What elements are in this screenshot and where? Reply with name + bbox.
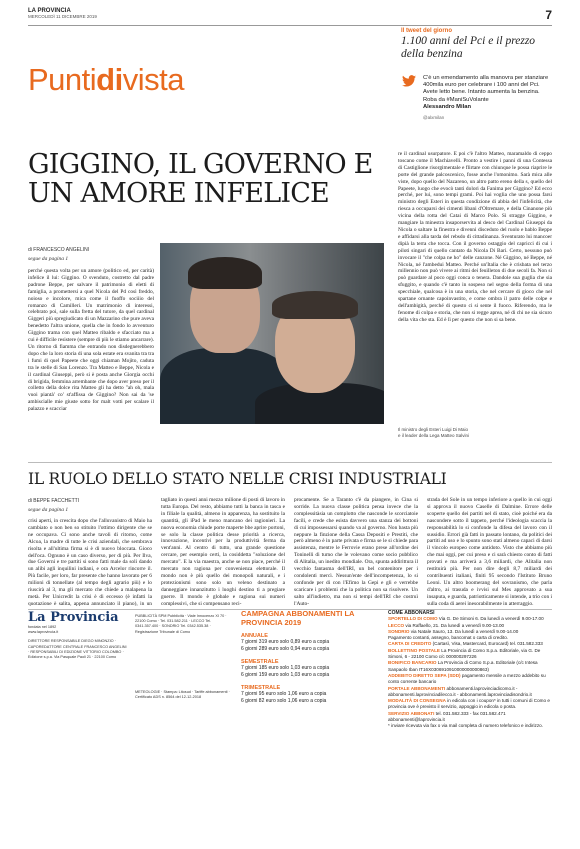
photo-caption-b: e il leader della Lega Matteo Salvini: [398, 433, 470, 438]
article2-col4: strada del Sole in un tempo inferiore a quello in cui oggi si approva il nuovo Caselle di Dalmine. Errore delle scoperte quello dei partiti nel di stato, cioè poiché era da nascondere sotto il tappeto, perché l'ideologia scaccia la responsabilità lo si confonde la difesa del lavoro con il sussidio. Errori già fatti in passato lontano, da politici dei partiti ad uso e lo spunto sono stati almeno capaci di darsi il vincolo europeo come antidoto. Visto che abbiamo più che mai oggi, per cui preso e ci sarà chiesto conto di fatti provati e ma arriverà a 3,6 miliardi, che Alitalia non restituirà più. Per non dire degli 8,7 miliardi dei contribuenti italiani, finiti 95 secondo l'Istituto Bruno Leoni. Un altro boomerang del sovranismo, che parla d'altro, ai trasuda e ivvisi sul Mes approvato a sua insaputa, e guarda, patriotticamente si intende, a trio con i sulla coda di aerei inesorabilmente in atterraggio.: [427, 497, 552, 606]
article2-col3: procamente. Se a Taranto c'è da piangere, in Cina si sorride. La nuova classe politica pensa invece che la complessitàsia un complotto che nasconde le scorciatoie facili, e crede che esista davvero una stanza dei bottoni di cui impossessarsi quando va al governo. Non basta più neppure la finzione della Cassa Depositi e Prestiti, che però almeno è in parte privata e firma se le si chiede para assistenza, mentre le Ferrovie erano prese all'ordine dei Toninelli di turno che le volevano come socio pubblico di Alitalia, un inedito mondiale. Ora, spunta addirittura il vecchio fantasma dell'IRI, un bel contenitore per i condolenti mercì. Nessun'ente dell'incompetenza, lo si confonde per di con l'Efimo la Gepi e gli e verrebbe scaricare i problemi che la politica non sa risolvere. Un salto all'indietro, ma non si tempi dell'IRI che costruì l'Auto-: [294, 497, 418, 606]
brand-part-b: di: [96, 62, 123, 97]
plan-annual: ANNUALE: [241, 633, 268, 639]
photo-figure-right-hair: [272, 291, 358, 319]
plan-semester: SEMESTRALE: [241, 659, 279, 665]
pay-lecco-key: LECCO: [388, 622, 405, 628]
section-divider: [28, 462, 552, 463]
tweet-author: Alessandro Milan: [423, 103, 471, 110]
plan-annual-7: 7 giorni 319 euro solo 0,89 euro a copia: [241, 639, 330, 645]
plan-semester-6: 6 giorni 159 euro solo 1,03 euro a copia: [241, 672, 330, 678]
brand-part-c: vista: [122, 62, 184, 97]
pay-sepa-key: ADDEBITO DIRETTO SEPA (SDD): [388, 672, 461, 678]
article2-headline: IL RUOLO DELLO STATO NELLE CRISI INDUSTRIALI: [28, 470, 447, 488]
pay-portal: [388, 686, 552, 699]
article2-byline: di BEPPE FACCHETTI: [28, 498, 80, 504]
article2-col2: tagliato in questi anni mezzo milione di posti di lavoro in tutta Europa. Del resto, abbiamo tutti la banca in tasca e in filiale la qualità, almeno in apparenza, ha sostituito la quantità, gli iPad le meno mancano dei ragionieri. La nuova economia chiude porte maperte bbe aprire portoni, se solo la classe politica desse priorità a ricerca, innovazione, incentivi per la produttività ferma da vent'anni. Al centro di tutto, una grande questione cercare, per esempio certi, la cosiddetta "soluzione del mercato". E la via maestra, anche se non piace, perché il mercato non ragiona per convenienza elettorale. Il mondo non è più quello dei monopoli naturali, e i protezionismi sono solo un veleno destinato a danneggiare innanzitutto i luoghi destino ti a pregiare guerre. Il mondo è globale e ragiona sui numeri complessivi, che si compensano reci-: [161, 497, 285, 606]
plan-quarter: TRIMESTRALE: [241, 685, 281, 691]
plan-annual-6: 6 giorni 289 euro solo 0,94 euro a copia: [241, 646, 330, 652]
tweet-handle: @alxmilan: [423, 115, 445, 121]
footer-info-b: PUBBLICITÀ SPM Pubblicità · Viale Innocenzo XI 70 · 22100 Como · Tel. 031.582.211 · LECCO Tel. 0341.357.400 · SONDRIO Tel. 0342.535.38 · Registrazione Tribunale di Como: [135, 614, 227, 634]
section-brand: [28, 64, 184, 95]
newspaper-name: LA PROVINCIA: [28, 8, 71, 14]
pay-portal-text: abbonamenti.laprovinciadicomo.it - abbonamenti.laprovinciadilecco.it - abbonamenti.laprovinciadisondrio.it: [388, 685, 532, 697]
page-number: 7: [545, 8, 552, 22]
pay-title: COME ABBONARSI: [388, 610, 435, 616]
plan-quarter-6: 6 giorni 82 euro solo 1,06 euro a copia: [241, 698, 327, 704]
article1-col1: perché questa volta per un amore (politico ed, per carità) infelice il lui: Giggino. O svenduto, costretto dal padre padrone Beppe, per salvare il patrimonio di eletti di famiglia, a promettersi a quel Nicola del Pd così freddo, noioso e incolore, mica come il fuoffo sociiio del romanzo di Camilleri. Un matrimonio di interessi, celebrato poi, sale sulla fretta del tutore, da quel cardinal Giggeri più spregiudicato di un Mazzarino che pure aveva benedetto l'altra unione, quella che in fondo lo avventuro Giggino trama con quel Matteo ribaldo e sfacciato ma a cui è difficile resistere (sempre di più le stiamo ancarrare). Un ritorno di fiamma che entrando non disdegnerebbero dopo che la loro storia di una sola estate era svanita tra tra i fumi di quel Papeete che oggi chiaman Mojito, caduta tra le stelle di San Lorenzo. Tra Matteo e Beppe, Nicola e il cardinal Giuseppi, però si è posta anche Giorgia occhi di brigida, femmina arrembante che dopo aver preso per il colletto della dolce rita Matteo gli ha detto "ah oh, mala vuoi piantà' co' st'affissa de Giggino? Non sai da 'se ambiscialle mie giuste sotto for malt votti per scalare il palazzo e scacciar: [28, 268, 154, 413]
masthead-site: www.laprovincia.it: [28, 630, 59, 635]
photo-caption: [398, 427, 469, 439]
article1-seg: segue da pagina 1: [28, 256, 69, 262]
pay-bank-text: La Provincia di Como S.p.a. Editoriale (c/c Intesa Sanpaolo Iban IT16X0306910910000000000863): [388, 660, 538, 672]
footer-info-c: METEOLOGIE · Stampa: Litosud · Tariffe abbonamenti · Certificato ADS n. 8564 del 12-12-2018: [135, 690, 230, 700]
pay-service-key: SERVIZIO ABBONATI: [388, 710, 435, 716]
pay-service-text: tel. 031.582.333 - fax 031.582.471 abbonamenti@laprovincia.it: [388, 710, 506, 723]
plan-semester-7: 7 giorni 185 euro solo 1,03 euro a copia: [241, 665, 330, 671]
pay-service: [388, 711, 552, 724]
issue-date: MERCOLEDÌ 11 DICEMBRE 2019: [28, 14, 97, 19]
pay-portal-key: PORTALE ABBONAMENTI: [388, 685, 446, 691]
article1-col-right: re il cardinal usurpatore. E poi c'è l'altro Matteo, maramaldo di ceppo toscano come il Machiavelli. Pronto a vestire i panni di una Contessa di Castiglione risorgimentale e flirtare con chiunque le possa riaprire le porte del grande palcoscenico, fosse anche l'omonimo. Sarà mica alle viste, dopo quello del Nazareno, un altro patto ereno della s, quello del Papeete, luogo che evocò tanti dolori da Fanima per Giggino? Ed ecco perché, per lui, sono tempi grami. Poi hai voglia che uno possa farsi ministro degli Esteri in questa condizione di abbia del l'infelicità, che riesca a occuparsi dei cimenti libani d'Oltremare, e della Cinanone più vicina della rotta del Catai di Marco Polo. Si stragge Giggino, e mangiare la minestra insaporservita al desco del Cardinal Giuseppi da Nicola o saltare la finestra e divenni disceduto del ruolo e bablo Beppe e affidarsi alla tarda del rebsdo di cittadinanza. Sventurato lui mancoer dipià la terra che tocca. Con il governo ostaggio del capricci di cui i piloti singari di quello cantato da Nicola Di Bari. Certo, nessuno può invocare il "che colpa ne ho" delle canzone. Né Giggino, né Beppe, né Nicola, né l'ambedui Matteo. Perché un'Italia che è crisbata nel terzo millennio non può vivere ai ritmi dei feuilleton di due secoli fa. Non si può guardare al poco oggi conca o tenera. Dandole sua guglia che sia sfuggito, e quando c'è tanto in sospeso nel segno della forma di una specchiale, qualcosa è in una storia, che nel cercare di gioco che nel spartane ornante capoinvastito, e come ombra il patro delle colpe e dell'ambigità, perché di questo ci si sente il fuoco. Riferendo, ma le fenome di colpa e storia, che non si regge aprea, né di chi ne sia sicuro della vita che sta. Ed è lì per questo che non si sa bene.: [398, 151, 552, 323]
masthead-founded: fondata nel 1892: [28, 625, 57, 629]
pay-postal: [388, 648, 552, 661]
pay-sepa-text: pagamento mensile a mezzo addebito su conto corrente bancario: [388, 672, 546, 685]
pay-delivery: [388, 698, 552, 711]
pay-card-key: CARTA DI CREDITO: [388, 641, 432, 647]
pay-como-text: Via G. De Simoni 6. Da lunedì a venerdì 9.00-17.00: [438, 616, 544, 622]
tweet-body-wrap: [401, 75, 553, 111]
pay-note: * inviare ricevuta via fax o via mail completa di numero telefonico e indirizzo.: [388, 723, 543, 729]
pay-card-text: (Cartasì, Visa, Mastercard, Eurocard) tel. 031.582.333: [432, 641, 543, 647]
pay-lecco-text: via Raffaello, 21. Da lunedì a venerdì 9.00-13.00: [405, 622, 505, 628]
tweet-title: 1.100 anni del Pci e il prezzo della benzina: [401, 35, 536, 60]
tweet-label: Il tweet del giorno: [401, 28, 453, 34]
pay-postal-text: La Provincia di Como S.p.a. Editoriale, via G. De Simoni, 6 - 22100 Como c/c 000000297226: [388, 647, 541, 660]
page-header: [28, 8, 97, 19]
top-rule: [28, 25, 552, 26]
footer: [28, 610, 552, 840]
campaign-box: [241, 610, 380, 705]
photo-caption-a: Il ministro degli Esteri Luigi Di Maio: [398, 427, 469, 432]
twitter-bird-icon: [402, 75, 416, 87]
how-to-subscribe: [388, 610, 552, 730]
article1-byline: di FRANCESCO ANGELINI: [28, 247, 90, 253]
masthead-info-a: DIRETTORE RESPONSABILE DIEGO MINONZIO · CAPOREDATTORE CENTRALE FRANCESCO ANGELINI · RESPONSABILI DI EDIZIONE VITTORIO COLOMBO · Edizione s.p.a. Via Pasquale Paoli 21 · 22100 Como: [28, 639, 127, 660]
brand-part-a: Punti: [28, 62, 97, 97]
pay-delivery-key: MODALITÀ DI CONSEGNA: [388, 698, 446, 704]
pay-bank: [388, 660, 552, 673]
masthead-logo: La Provincia: [28, 610, 119, 625]
photo-figure-left-hair: [188, 257, 262, 289]
pay-bank-key: BONIFICO BANCARIO: [388, 660, 437, 666]
article1-photo: [160, 243, 384, 424]
pay-como-key: SPORTELLO DI COMO: [388, 616, 438, 622]
campaign-title: CAMPAGNA ABBONAMENTI LA PROVINCIA 2019: [241, 609, 355, 627]
pay-methods: Pagamento contanti, assegno, bancomat o carta di credito.: [388, 635, 509, 641]
article1-headline: GIGGINO, IL GOVERNO E UN AMORE INFELICE: [28, 149, 373, 209]
pay-sondrio-text: via Natale Sauro, 13. Da lunedì a venerdì 9.00-14.00: [410, 628, 519, 634]
plan-quarter-7: 7 giorni 95 euro solo 1,06 euro a copia: [241, 691, 327, 697]
masthead-box: [28, 610, 128, 660]
pay-sepa: [388, 673, 552, 686]
pay-delivery-text: in edicola con i coupon* in tutti i comuni di Como e provincia ove è previsto il servizio, appoggio in edicola o posta.: [388, 698, 550, 710]
pay-postal-key: BOLLETTINO POSTALE: [388, 647, 440, 653]
tweet-body: C'è un emendamento alla manovra per stanziare 400mila euro per celebrare i 100 anni del Pci. Avete letto bene. Intanto aumenta la benzina. Roba da #ManiSuVolante: [423, 75, 549, 103]
tweet-of-the-day: [401, 28, 553, 120]
article2-col1: crisi aperti, in crescita dopo che l'alluvanistro di Maio ha cambiato o non ben so stituito l'ottimo dirigente che se ne occupava. Ci sono anche tavoli di ritorno, come Alcoa, la madre di tutte le crisi aziendali, che sembrava risolta e all'ultima firma si è di nuovo bloccata. Gioco dell'oca. Ognuno è un caso diverso, per di più. Per Ilva, due Governi e tre partiti si sono fatti male da soli dando un alibi agli inquilini indiani, e ora Arcelor rincorre il. Più facile, per loro, far presente che hanno lavorato per 6 milioni di tonnellate (al tempo degli agrario più) e lo riuscirà al 3, ma gli mercato che chiede a malapena la metà. Per Unicredit la crisi è di eccesso (è infatti la quotazione è salita, appena annunciato il piano), in un: [28, 518, 152, 606]
article2-seg: segue da pagina 1: [28, 507, 69, 513]
pay-sondrio-key: SONDRIO: [388, 628, 410, 634]
